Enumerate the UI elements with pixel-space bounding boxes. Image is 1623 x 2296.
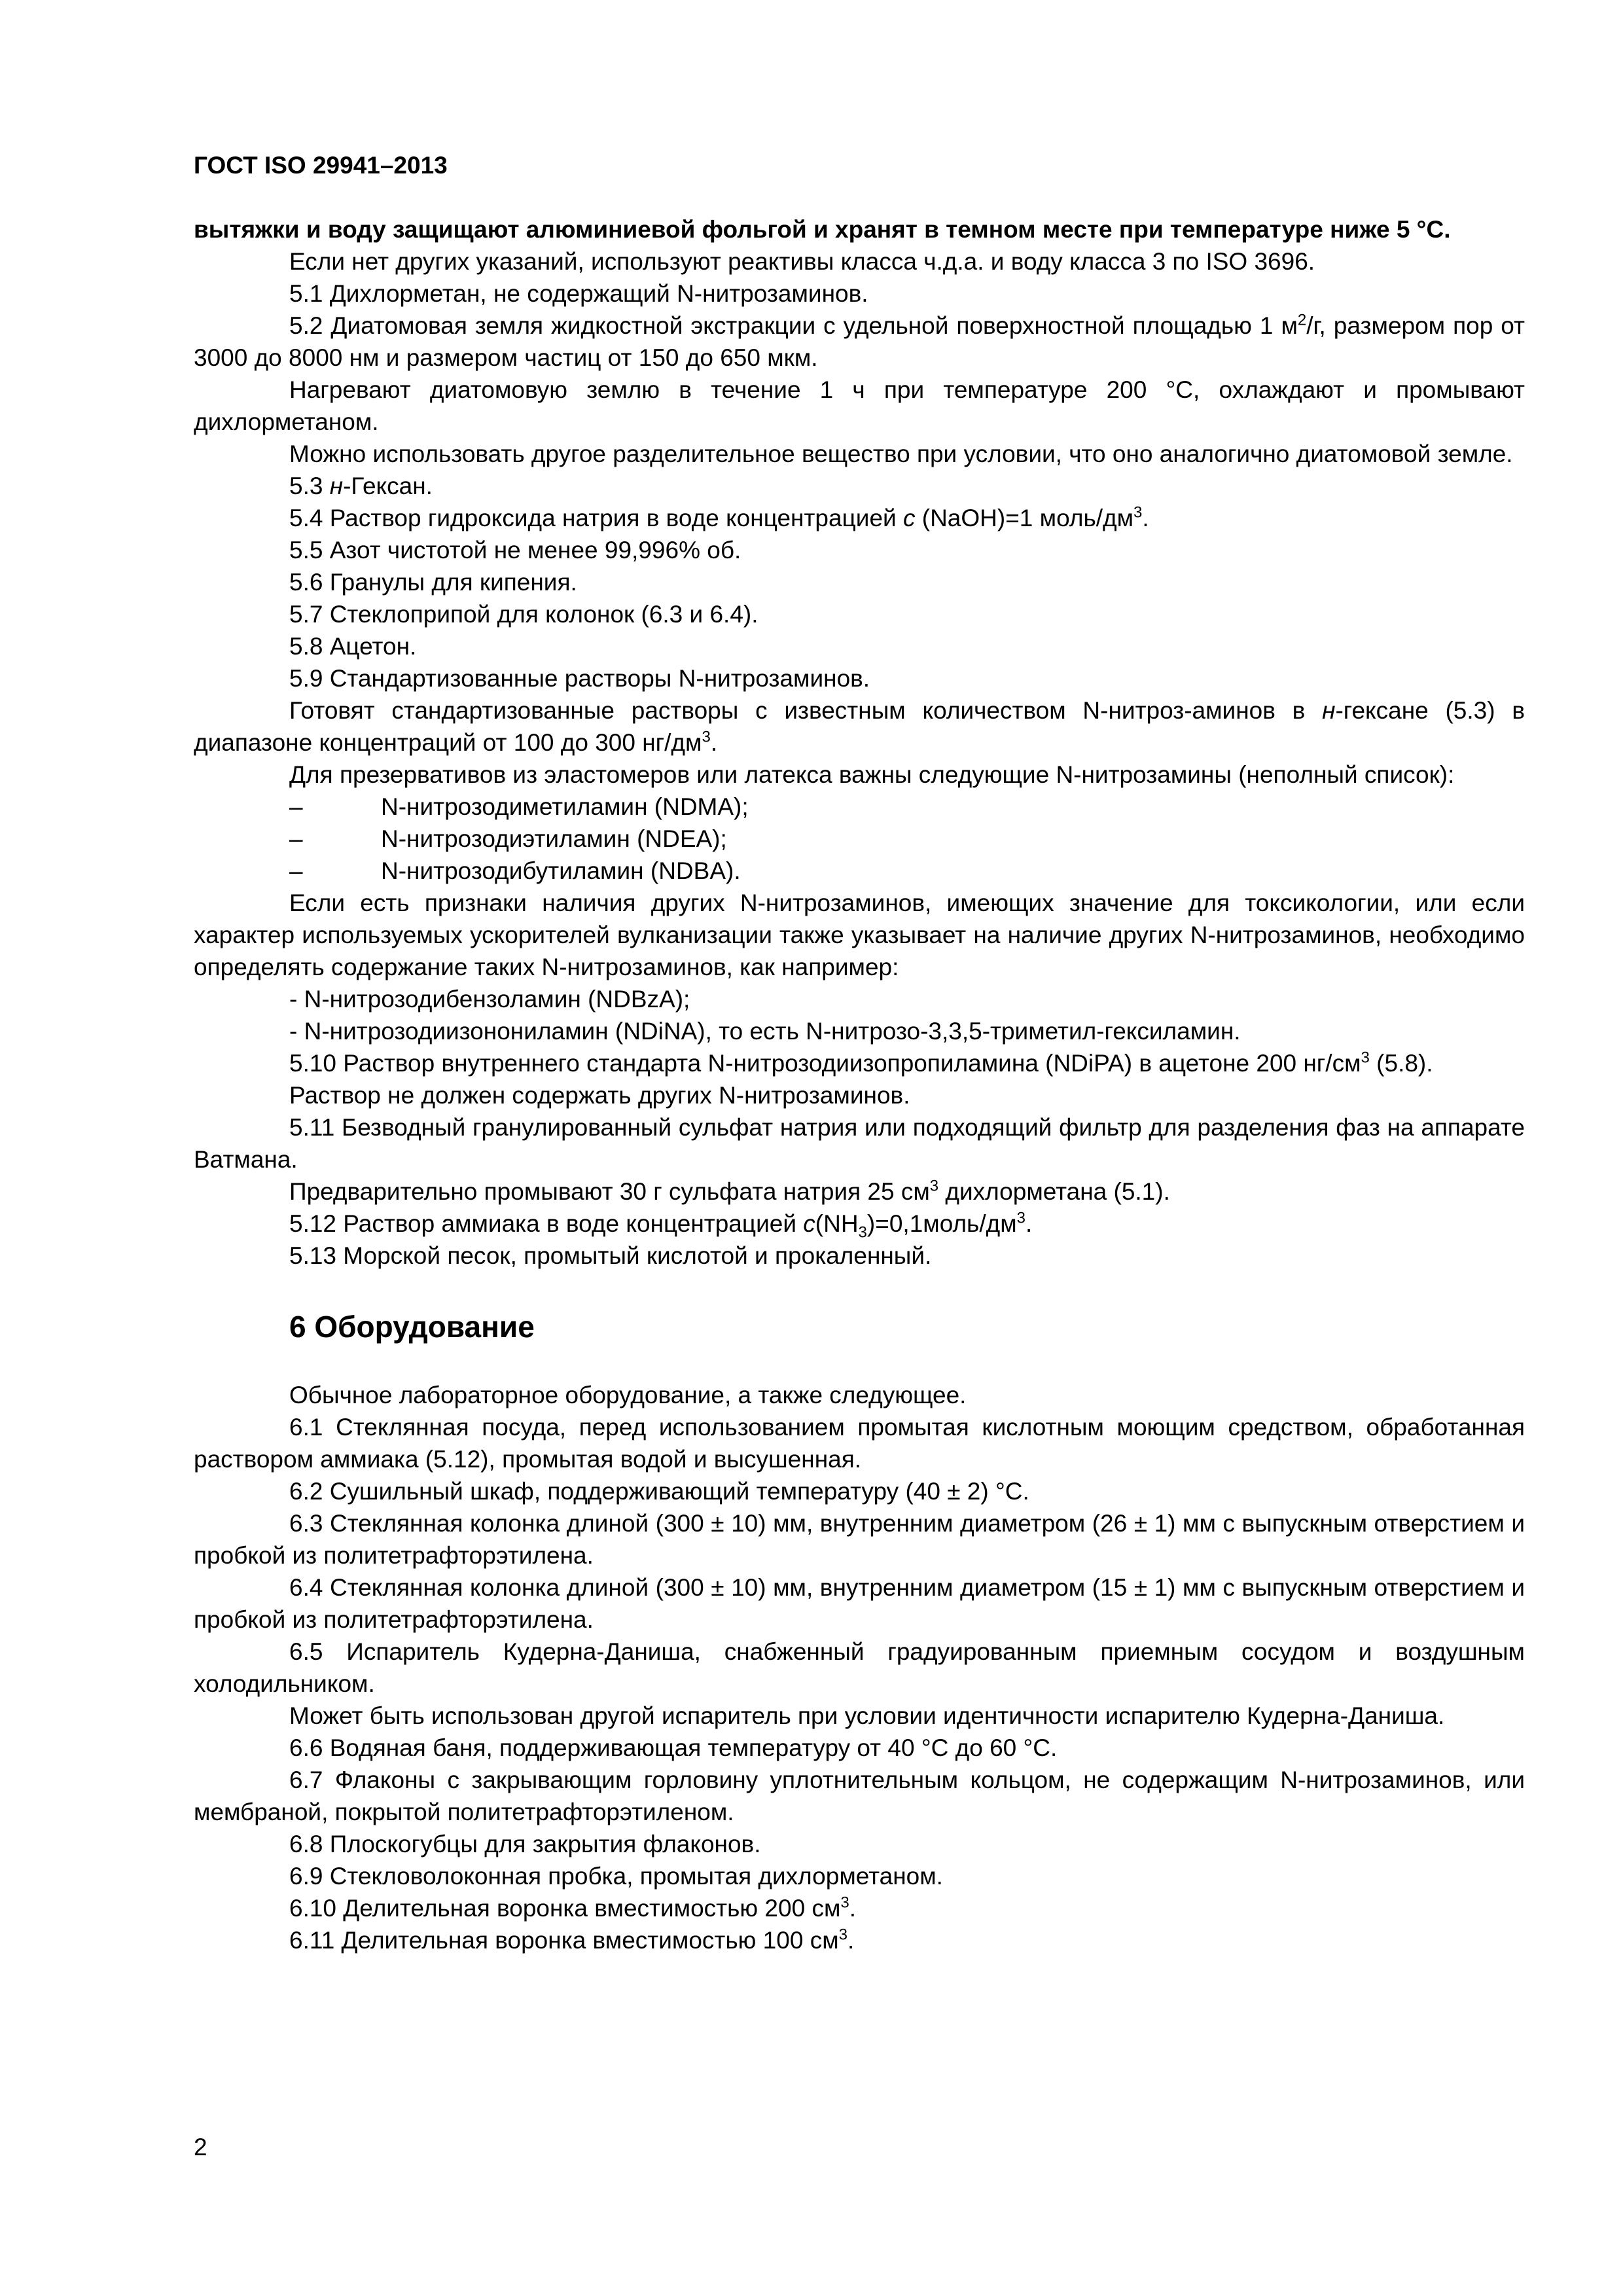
equipment-6-11: 6.11 Делительная воронка вместимостью 100 $см^3$. (289, 1926, 855, 1954)
reagent-5-8: 5.8 Ацетон. (289, 633, 417, 660)
paragraph: Если нет других указаний, используют реактивы класса ч.д.а. и воду класса 3 по ISO 3696. (289, 248, 1315, 275)
reagent-5-7: 5.7 Стеклоприпой для колонок (6.3 и 6.4). (289, 601, 758, 628)
equipment-6-8: 6.8 Плоскогубцы для закрытия флаконов. (289, 1831, 761, 1857)
reagent-5-10: 5.10 Раствор внутреннего стандарта N-нитрозодиизопропиламина (NDiPA) в ацетоне 200 $нг/см^3$ (5.8). (289, 1049, 1433, 1077)
equipment-6-6: 6.6 Водяная баня, поддерживающая температуру от 40 °С до 60 °С. (289, 1734, 1058, 1761)
reagent-5-12: 5.12 Раствор аммиака в воде концентрацией $с(NH_3)=0,1моль/дм^3$. (289, 1209, 1033, 1242)
paragraph: Предварительно промывают 30 г сульфата натрия 25 $см^3$ дихлорметана (5.1). (289, 1177, 1170, 1205)
equipment-6-4: 6.4 Стеклянная колонка длиной (300 ± 10) мм, внутренним диаметром (15 ± 1) мм с выпускным отверстием и пробкой из политетрафторэтилена. (194, 1574, 1525, 1633)
paragraph: Можно использовать другое разделительное вещество при условии, что оно аналогично диатомовой земле. (289, 440, 1513, 467)
standard-header: ГОСТ ISO 29941–2013 (194, 152, 448, 179)
equipment-6-2: 6.2 Сушильный шкаф, поддерживающий температуру (40 ± 2) °С. (289, 1478, 1029, 1505)
paragraph: Обычное лабораторное оборудование, а также следующее. (289, 1382, 967, 1408)
list-item: – N-нитрозодиметиламин (NDMA); (194, 791, 1525, 823)
equipment-6-9: 6.9 Стекловолоконная пробка, промытая дихлорметаном. (289, 1863, 943, 1890)
equipment-6-3: 6.3 Стеклянная колонка длиной (300 ± 10) мм, внутренним диаметром (26 ± 1) мм с выпускным отверстием и пробкой из политетрафторэтилена. (194, 1510, 1525, 1569)
equipment-6-5: 6.5 Испаритель Кудерна-Даниша, снабженный градуированным приемным сосудом и воздушным холодильником. (194, 1638, 1525, 1697)
document-page (194, 151, 1525, 1956)
reagent-5-6: 5.6 Гранулы для кипения. (289, 569, 577, 596)
reagent-5-4: 5.4 Раствор гидроксида натрия в воде концентрацией с (NaOH)=1 моль/$дм^3$. (289, 503, 1149, 531)
dash-marker: – (289, 793, 303, 820)
equipment-6-10: 6.10 Делительная воронка вместимостью 200 $см^3$. (289, 1893, 857, 1922)
page-number: 2 (194, 2134, 207, 2161)
list-item: – N-нитрозодиэтиламин (NDEA); (194, 823, 1525, 855)
paragraph: Если есть признаки наличия других N-нитрозаминов, имеющих значение для токсикологии, или если характер используемых ускорителей вулканизации также указывает на наличие других N-нитрозаминов, необходимо определять содержание таких N-нитрозаминов, как например: (194, 889, 1525, 980)
reagent-5-9: 5.9 Стандартизованные растворы N-нитрозаминов. (289, 665, 870, 692)
paragraph: Готовят стандартизованные растворы с известным количеством N-нитроз-аминов в н-гексане (5.3) в диапазоне концентраций от 100 до 300 $нг/дм^3$. (194, 697, 1525, 756)
reagent-5-13: 5.13 Морской песок, промытый кислотой и прокаленный. (289, 1242, 932, 1269)
reagent-5-11: 5.11 Безводный гранулированный сульфат натрия или подходящий фильтр для разделения фаз на аппарате Ватмана. (194, 1114, 1525, 1173)
reagent-5-3: 5.3 н-Гексан. (289, 473, 433, 499)
paragraph: Для презервативов из эластомеров или латекса важны следующие N-нитрозамины (неполный список): (289, 761, 1455, 788)
paragraph: Может быть использован другой испаритель при условии идентичности испарителю Кудерна-Даниша. (289, 1702, 1445, 1729)
dash-marker: – (289, 825, 303, 852)
equipment-6-1: 6.1 Стеклянная посуда, перед использованием промытая кислотным моющим средством, обработанная раствором аммиака (5.12), промытая водой и высушенная. (194, 1414, 1525, 1473)
dash-marker: – (289, 857, 303, 884)
reagent-5-1: 5.1 Дихлорметан, не содержащий N-нитрозаминов. (289, 280, 868, 307)
paragraph: Раствор не должен содержать других N-нитрозаминов. (289, 1082, 910, 1109)
bold-continuation: вытяжки и воду защищают алюминиевой фольгой и хранят в темном месте при температуре ниже 5 °С. (194, 216, 1451, 243)
section-heading: 6 Оборудование (289, 1310, 535, 1344)
reagent-5-5: 5.5 Азот чистотой не менее 99,996% об. (289, 537, 741, 564)
list-item: - N-нитрозодибензоламин (NDBzA); (289, 986, 690, 1013)
list-item: - N-нитрозодиизонониламин (NDiNA), то есть N-нитрозо-3,3,5-триметил-гексиламин. (289, 1018, 1241, 1045)
equipment-6-7: 6.7 Флаконы с закрывающим горловину уплотнительным кольцом, не содержащим N-нитрозаминов, или мембраной, покрытой политетрафторэтиленом. (194, 1767, 1525, 1825)
paragraph: Нагревают диатомовую землю в течение 1 ч при температуре 200 °С, охлаждают и промывают дихлорметаном. (194, 376, 1525, 435)
reagent-5-2: 5.2 Диатомовая земля жидкостной экстракции с удельной поверхностной площадью 1 $м^2/г$, размером пор от 3000 до 8000 нм и размером частиц от 150 до 650 мкм. (194, 311, 1525, 371)
list-item: – N-нитрозодибутиламин (NDBA). (194, 855, 1525, 887)
